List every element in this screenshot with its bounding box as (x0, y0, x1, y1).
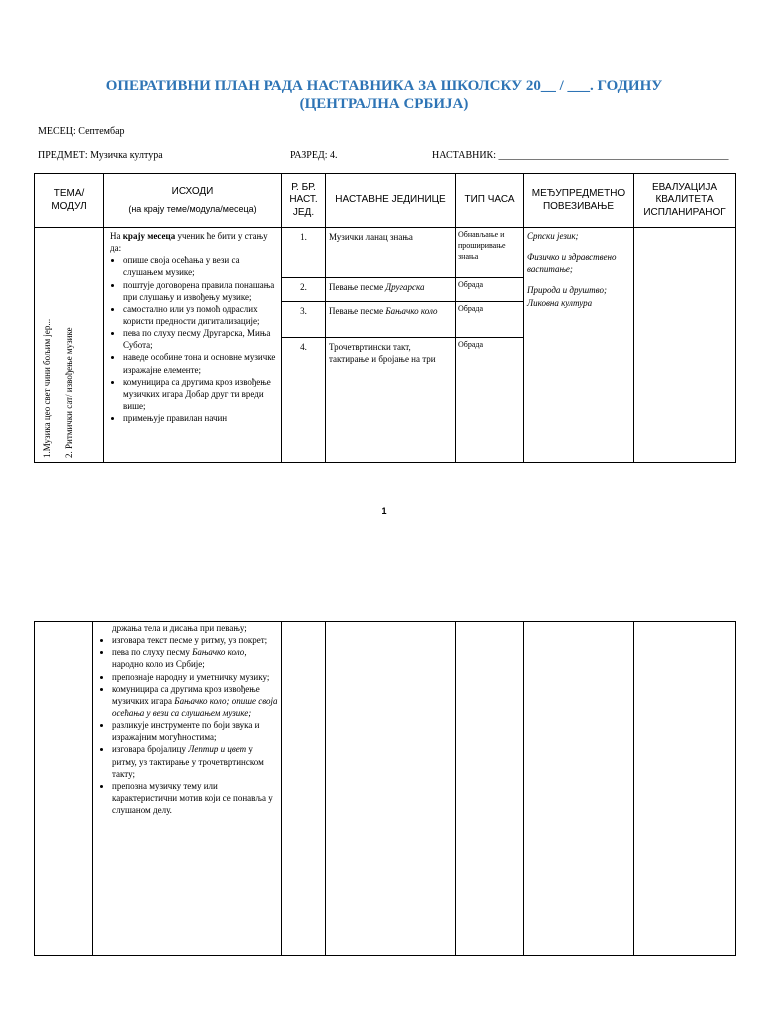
correlation-continued (524, 622, 634, 956)
lesson-unit: Певање песме Другарска (326, 278, 456, 302)
lesson-type: Обрада (456, 302, 524, 338)
subject-field: ПРЕДМЕТ: Музичка култура (38, 150, 163, 161)
outcomes-cell (104, 228, 282, 463)
outcome-item: • препознаје народну и уметничку музику; (112, 671, 278, 683)
topic-label-1: 1.Музика цео свет чини бољим јер... (42, 318, 52, 458)
outcome-item: • комуницира са другима кроз извођење музичких игара Добар друг ти вреди више; (123, 376, 278, 412)
outcome-item: држања тела и дисања при певању; (112, 623, 247, 633)
outcome-item: • поштује договорена правила понашања при слушању и извођењу музике; (123, 279, 278, 303)
lesson-number: 3. (282, 302, 326, 338)
evaluation-continued (634, 622, 736, 956)
correlation-item: Физичко и здравствено васпитање; (527, 252, 617, 275)
lesson-number: 4. (282, 338, 326, 463)
lesson-type: Обрада (456, 278, 524, 302)
header-evaluation: ЕВАЛУАЦИЈА КВАЛИТЕТА ИСПЛАНИРАНОГ (634, 174, 736, 228)
teacher-field: НАСТАВНИК: ______________________________________________ (432, 150, 729, 161)
header-lesson-number: Р. БР. НАСТ. ЈЕД. (282, 174, 326, 228)
outcome-item: • комуницира са другима кроз извођење музичких игара Бањачко коло; опише своја осећања у вези са слушањем музике; (112, 683, 278, 719)
lesson-type: Обрада (456, 338, 524, 463)
correlation-item: Природа и друштво; Ликовна култура (527, 285, 607, 308)
outcome-item: • изговара текст песме у ритму, уз покрет; (112, 634, 278, 646)
correlation-item: Српски језик; (527, 231, 579, 241)
document-title: ОПЕРАТИВНИ ПЛАН РАДА НАСТАВНИКА ЗА ШКОЛСКУ 20__ / ___. ГОДИНУ (105, 78, 663, 94)
document-subtitle: (ЦЕНТРАЛНА СРБИЈА) (299, 96, 469, 112)
outcome-item: • самостално или уз помоћ одраслих користи предности дигитализације; (123, 303, 278, 327)
lesson-number: 2. (282, 278, 326, 302)
outcomes-cell-continued (93, 622, 282, 956)
lesson-unit: Певање песме Бањачко коло (326, 302, 456, 338)
outcomes-intro: На крају месеца ученик ће бити у стању да: (110, 231, 268, 254)
correlation-cell (524, 228, 634, 463)
lesson-type: Обнављање и проширивање знања (456, 228, 524, 278)
outcome-item: • примењује правилан начин (123, 412, 278, 424)
grade-field: РАЗРЕД: 4. (290, 150, 338, 161)
outcome-item: • пева по слуху песму Бањачко коло, народно коло из Србије; (112, 646, 278, 670)
header-units: НАСТАВНЕ ЈЕДИНИЦЕ (326, 174, 456, 228)
header-outcomes-sub: (на крају теме/модула/месеца) (128, 204, 257, 215)
lesson-number: 1. (282, 228, 326, 278)
plan-table-page2 (34, 621, 736, 956)
header-outcomes-title: ИСХОДИ (171, 185, 214, 197)
plan-table-page1 (34, 173, 736, 463)
header-outcomes (104, 174, 282, 228)
lesson-number-continued (282, 622, 326, 956)
outcome-item: • пева по слуху песму Другарска, Миња Субота; (123, 327, 278, 351)
lesson-type-continued (456, 622, 524, 956)
topic-cell (35, 228, 104, 463)
lesson-unit-continued (326, 622, 456, 956)
page-number: 1 (381, 506, 387, 516)
lesson-unit: Музички ланац знања (326, 228, 456, 278)
header-correlation: МЕЂУПРЕДМЕТНО ПОВЕЗИВАЊЕ (524, 174, 634, 228)
outcome-item: • препозна музичку тему или карактеристични мотив који се понавља у слушаном делу. (112, 780, 278, 816)
month-field: МЕСЕЦ: Септембар (38, 126, 125, 137)
topic-cell-continued (35, 622, 93, 956)
outcome-item: • наведе особине тона и основне музичке изражајне елементе; (123, 351, 278, 375)
header-topic: ТЕМА/ МОДУЛ (35, 174, 104, 228)
topic-label-2: 2. Ритмички сат/ извођење музике (64, 327, 74, 458)
outcome-item: • опише своја осећања у вези са слушањем музике; (123, 254, 278, 278)
outcome-item: • разликује инструменте по боји звука и изражајним могућностима; (112, 719, 278, 743)
lesson-unit: Трочетвртински такт, тактирање и бројање на три (326, 338, 456, 463)
evaluation-cell (634, 228, 736, 463)
header-lesson-type: ТИП ЧАСА (456, 174, 524, 228)
outcome-item: • изговара бројалицу Лептир и цвет у ритму, уз тактирање у трочетвртинском такту; (112, 743, 278, 779)
